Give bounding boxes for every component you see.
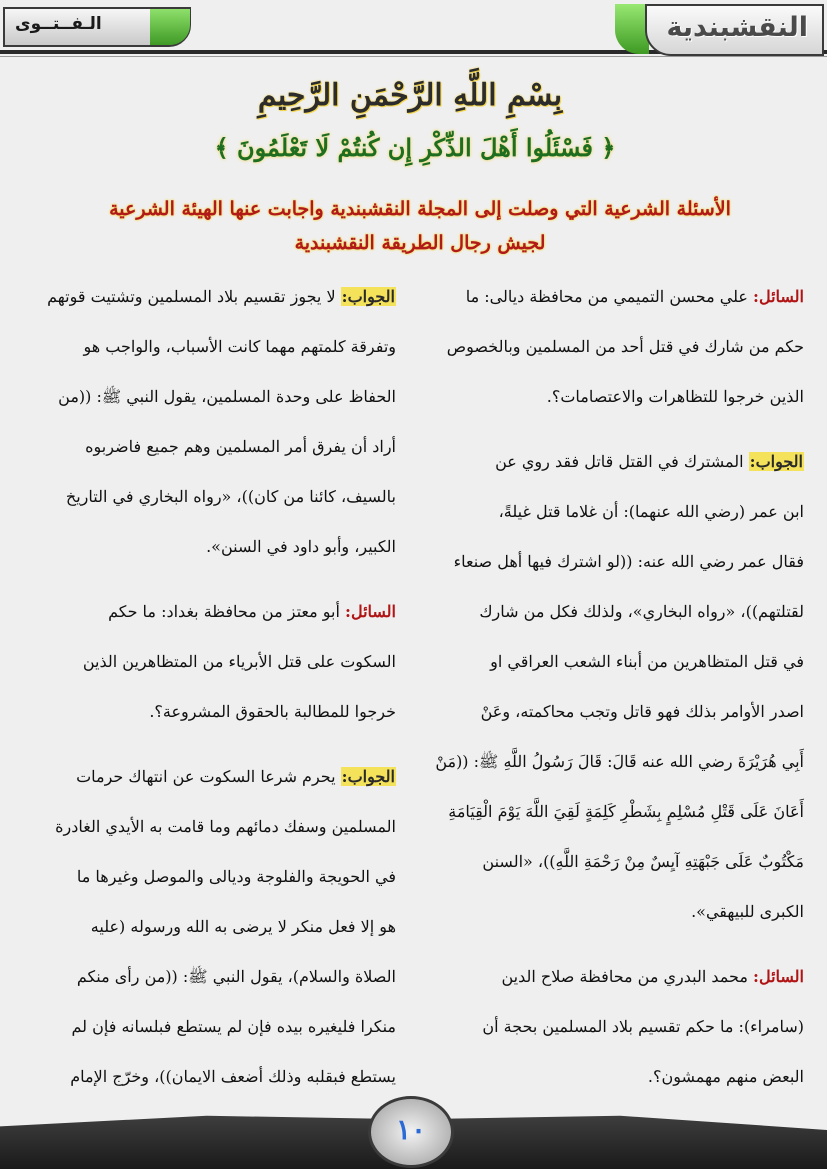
text-line — [430, 336, 804, 386]
line-text: الذين خرجوا للتظاهرات والاعتصامات؟. — [546, 387, 804, 406]
line-text: الكبرى للبيهقي». — [691, 902, 804, 921]
text-line — [22, 601, 396, 651]
line-text: اصدر الأوامر بذلك فهو قاتل وتجب محاكمته، وعَنْ — [480, 702, 804, 721]
line-text: البعض منهم مهمشون؟. — [647, 1067, 804, 1086]
line-text: أبو معتز من محافظة بغداد: ما حكم — [108, 602, 340, 621]
line-text: خرجوا للمطالبة بالحقوق المشروعة؟. — [149, 702, 396, 721]
text-line — [22, 701, 396, 751]
line-text: أَبِي هُرَيْرَةَ رضي الله عنه قَالَ: قَالَ رَسُولُ اللَّهِ ﷺ: ((مَنْ — [435, 752, 804, 771]
text-line — [430, 851, 804, 901]
text-line — [22, 866, 396, 916]
text-line — [22, 1016, 396, 1066]
text-line — [22, 286, 396, 336]
line-text: في قتل المتظاهرين من أبناء الشعب العراقي او — [490, 652, 804, 671]
line-text: بالسيف، كائنا من كان))، «رواه البخاري في التاريخ — [65, 487, 396, 506]
line-text: حكم من شارك في قتل أحد من المسلمين وبالخصوص — [446, 337, 804, 356]
line-text: (سامراء): ما حكم تقسيم بلاد المسلمين بحجة أن — [482, 1017, 804, 1036]
line-text: لقتلتهم))، «رواه البخاري»، ولذلك فكل من شارك — [479, 602, 804, 621]
magazine-name: النقشبندية — [666, 12, 808, 43]
text-line — [22, 536, 396, 586]
answer-label: الجواب: — [749, 452, 803, 471]
line-text: المسلمين وسفك دمائهم وما قامت به الأيدي الغادرة — [55, 817, 396, 836]
text-line — [22, 486, 396, 536]
magazine-tab-accent — [615, 4, 649, 54]
page-title-line-1: الأسئلة الشرعية التي وصلت إلى المجلة النقشبندية واجابت عنها الهيئة الشرعية — [109, 198, 731, 220]
text-line — [22, 816, 396, 866]
line-text: أَعَانَ عَلَى قَتْلِ مُسْلِمٍ بِشَطْرِ كَلِمَةٍ لَقِيَ اللَّهَ يَوْمَ الْقِيَامَةِ — [448, 802, 804, 821]
line-text: المشترك في القتل قاتل فقد روي عن — [495, 452, 744, 471]
right-column — [430, 286, 804, 1096]
line-text: وتفرقة كلمتهم مهما كانت الأسباب، والواجب هو — [83, 337, 396, 356]
text-line — [22, 651, 396, 701]
line-text: محمد البدري من محافظة صلاح الدين — [501, 967, 748, 986]
line-text: أراد أن يفرق أمر المسلمين وهم جميع فاضربوه — [85, 437, 396, 456]
line-text: منكرا فليغيره بيده فإن لم يستطع فبلسانه فإن لم — [71, 1017, 396, 1036]
text-line — [22, 916, 396, 966]
text-line — [430, 901, 804, 951]
text-line — [430, 966, 804, 1016]
text-line — [430, 801, 804, 851]
line-text: لا يجوز تقسيم بلاد المسلمين وتشتيت قوتهم — [47, 287, 336, 306]
line-text: يحرم شرعا السكوت عن انتهاك حرمات — [76, 767, 336, 786]
text-line — [430, 701, 804, 751]
magazine-tab — [645, 4, 824, 56]
page-number: ١٠ — [368, 1096, 454, 1168]
text-line — [430, 1066, 804, 1116]
text-line — [22, 766, 396, 816]
basmala-calligraphy: بِسْمِ اللَّهِ الرَّحْمَنِ الرَّحِيمِ — [257, 78, 563, 113]
section-label: الـفــتــوى — [15, 14, 102, 34]
text-line — [22, 436, 396, 486]
questioner-label: السائل: — [345, 602, 396, 621]
left-column — [22, 286, 396, 1096]
answer-label: الجواب: — [341, 287, 395, 306]
page-title-line-2: لجيش رجال الطريقة النقشبندية — [294, 232, 546, 254]
text-line — [430, 451, 804, 501]
line-text: الصلاة والسلام)، يقول النبي ﷺ: ((من رأى منكم — [76, 967, 396, 986]
header-rule-thin — [0, 56, 827, 57]
line-text: ابن عمر (رضي الله عنهما): أن غلاما قتل غيلةً، — [498, 502, 804, 521]
text-line — [430, 501, 804, 551]
line-text: في الحويجة والفلوجة وديالى والموصل وغيرها ما — [76, 867, 396, 886]
text-line — [430, 651, 804, 701]
line-text: علي محسن التميمي من محافظة ديالى: ما — [465, 287, 748, 306]
text-line — [430, 386, 804, 436]
text-line — [22, 1066, 396, 1116]
questioner-label: السائل: — [753, 287, 804, 306]
text-line — [430, 286, 804, 336]
text-line — [430, 551, 804, 601]
line-text: السكوت على قتل الأبرياء من المتظاهرين الذين — [82, 652, 396, 671]
line-text: الحفاظ على وحدة المسلمين، يقول النبي ﷺ: ((من — [58, 387, 396, 406]
questioner-label: السائل: — [753, 967, 804, 986]
text-line — [430, 1016, 804, 1066]
text-line — [22, 336, 396, 386]
line-text: الكبير، وأبو داود في السنن». — [206, 537, 396, 556]
line-text: هو إلا فعل منكر لا يرضى به الله ورسوله (عليه — [90, 917, 396, 936]
text-line — [430, 601, 804, 651]
text-line — [22, 966, 396, 1016]
line-text: يستطع فبقلبه وذلك أضعف الايمان))، وخرّج الإمام — [70, 1067, 396, 1086]
line-text: فقال عمر رضي الله عنه: ((لو اشترك فيها أهل صنعاء — [453, 552, 804, 571]
text-line — [430, 751, 804, 801]
line-text: مَكْتُوبٌ عَلَى جَبْهَتِهِ آيِسٌ مِنْ رَحْمَةِ اللَّهِ))، «السنن — [482, 852, 804, 871]
text-line — [22, 386, 396, 436]
verse-calligraphy: ﴿ فَسْئَلُوا أَهْلَ الذِّكْرِ إِن كُنتُمْ لَا تَعْلَمُونَ ﴾ — [214, 133, 616, 162]
answer-label: الجواب: — [341, 767, 395, 786]
